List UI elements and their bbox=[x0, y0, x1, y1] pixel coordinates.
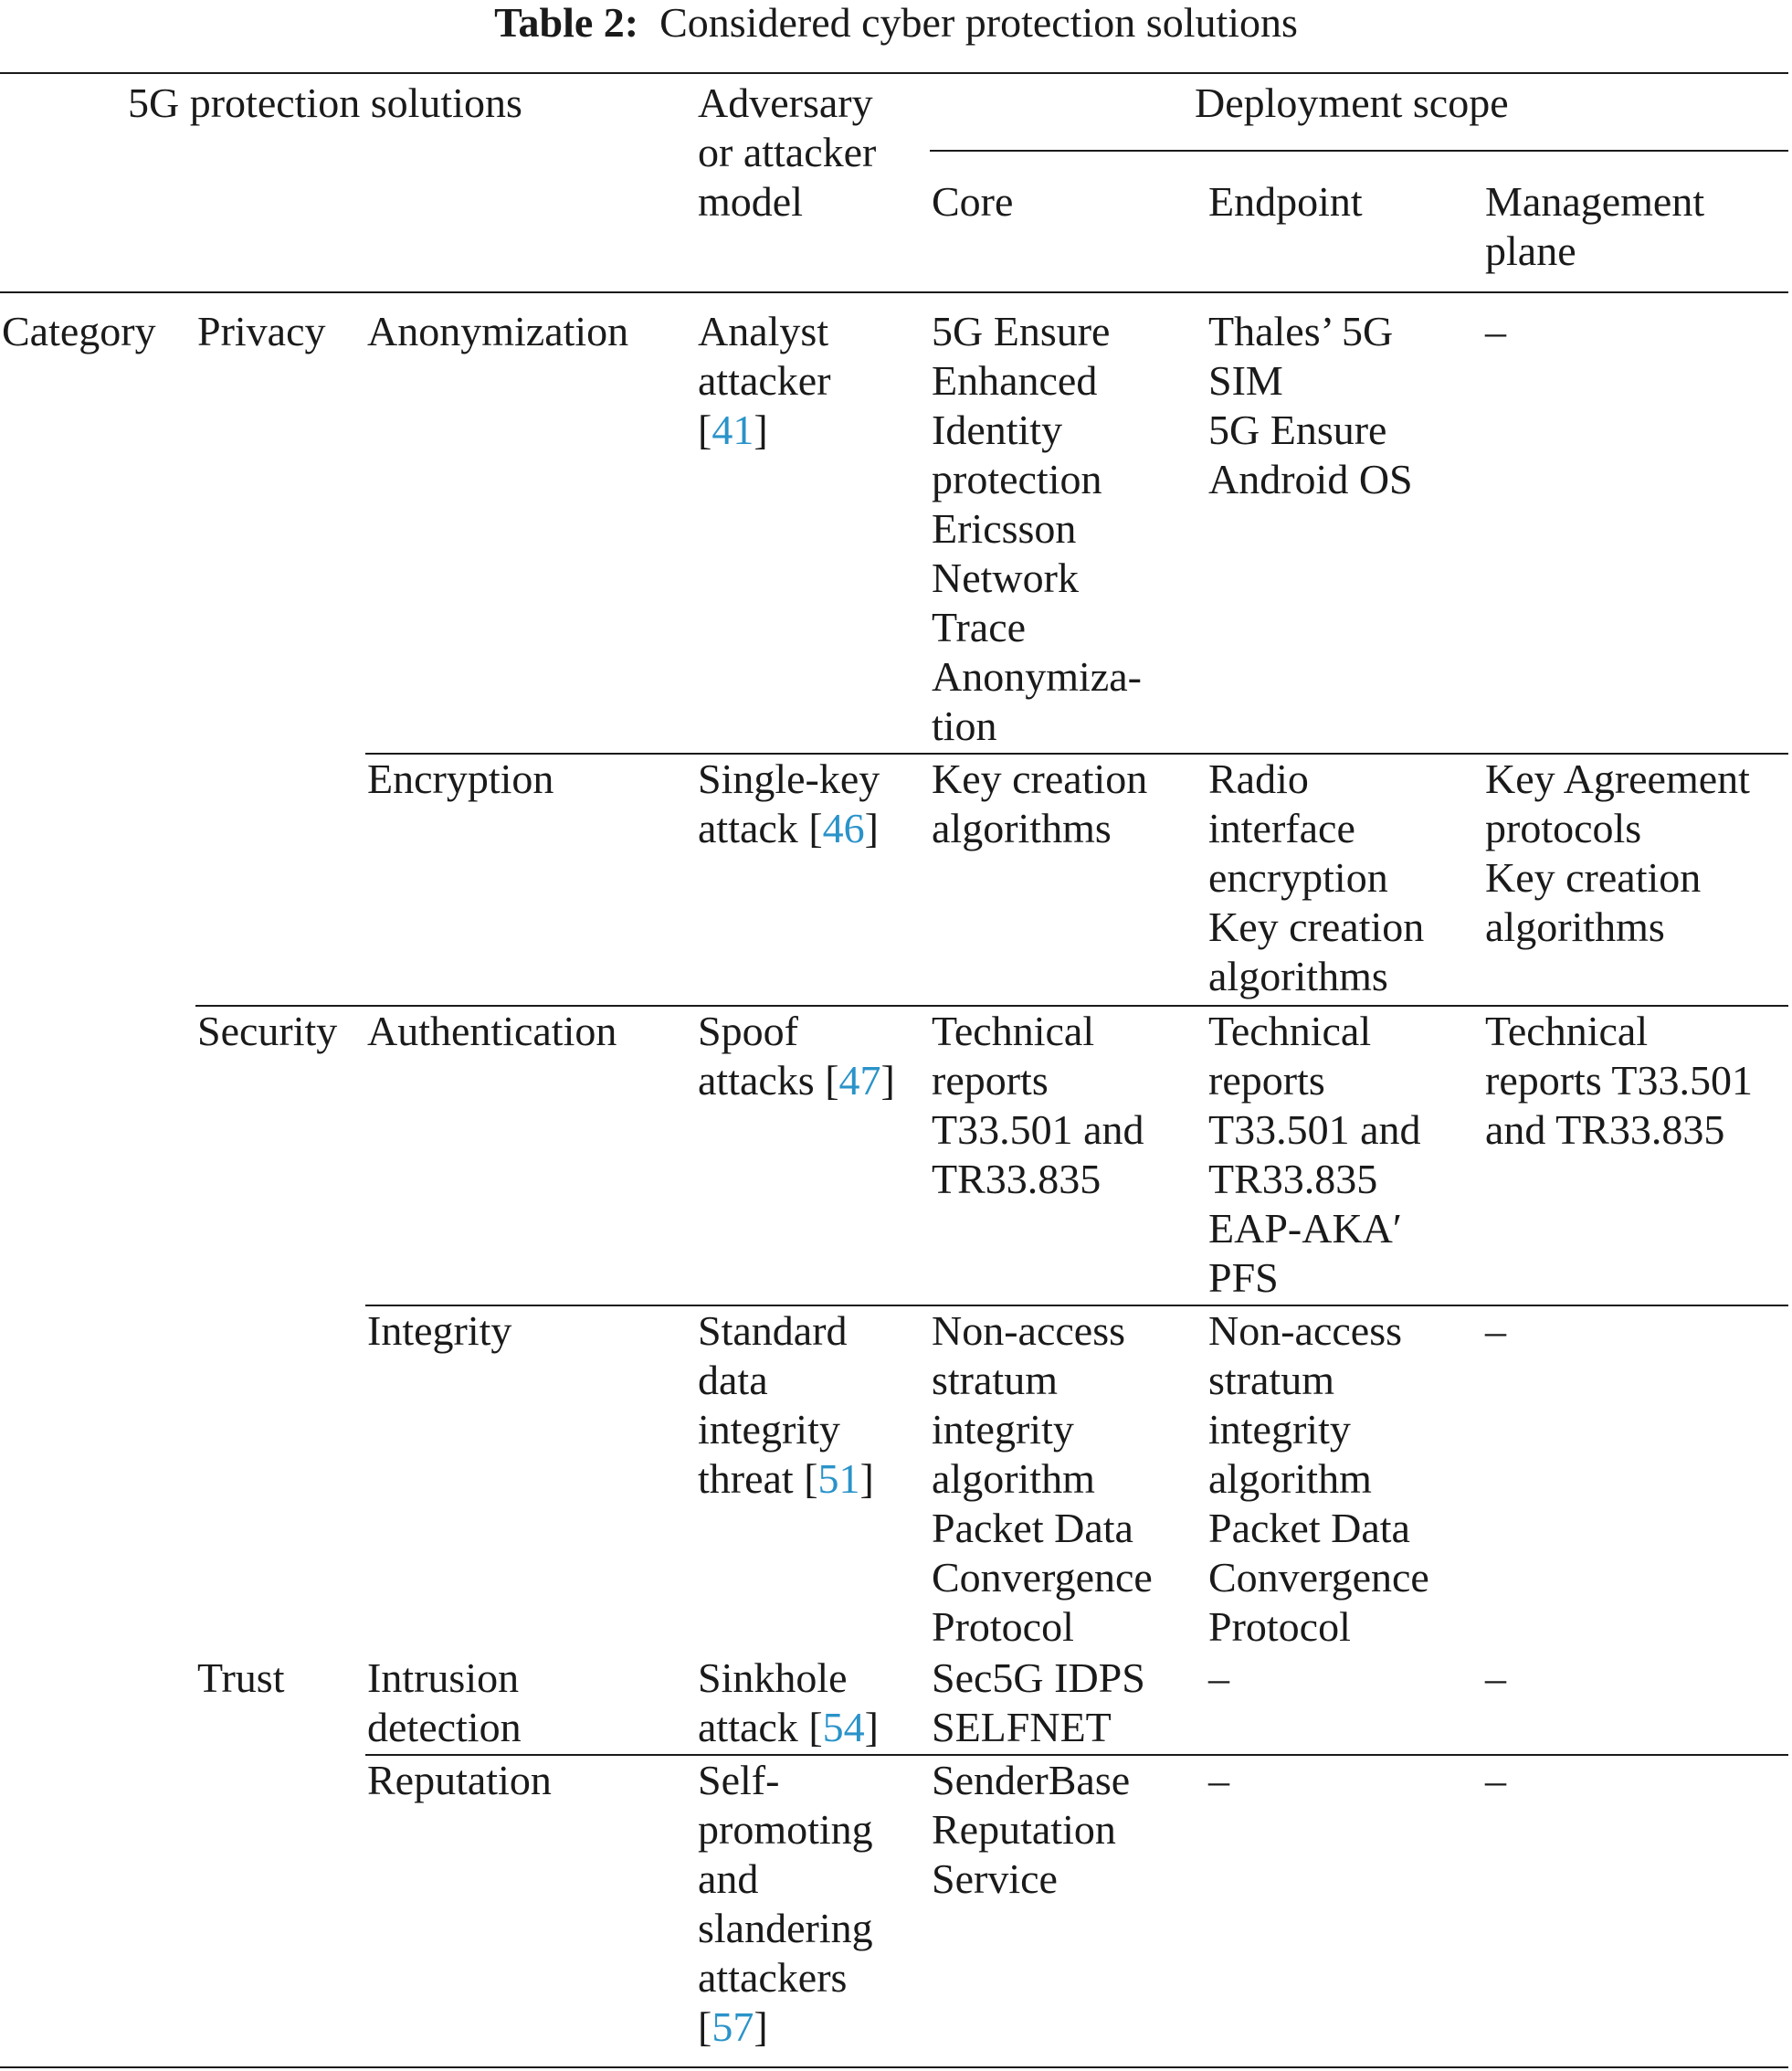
adversary-anonymization-line3: [41] bbox=[698, 407, 768, 453]
table-caption bbox=[0, 0, 1792, 46]
core-authentication-line2: reports bbox=[932, 1057, 1049, 1104]
core-integrity-line6: Convergence bbox=[932, 1554, 1153, 1601]
deployment-scope-rule bbox=[930, 150, 1788, 152]
header-core: Core bbox=[932, 178, 1014, 225]
endpoint-authentication-line4: TR33.835 bbox=[1208, 1156, 1378, 1202]
core-integrity-line3: integrity bbox=[932, 1406, 1074, 1453]
core-anonymization-line3: Identity bbox=[932, 407, 1063, 453]
adversary-integrity-line4: threat [51] bbox=[698, 1455, 874, 1502]
endpoint-anonymization-line1: Thales’ 5G bbox=[1208, 308, 1394, 354]
solution-intrusion-line2: detection bbox=[367, 1704, 522, 1750]
endpoint-encryption-line4: Key creation bbox=[1208, 903, 1425, 950]
core-anonymization-line2: Enhanced bbox=[932, 357, 1098, 404]
management-reputation: – bbox=[1485, 1757, 1506, 1803]
endpoint-integrity-line3: integrity bbox=[1208, 1406, 1351, 1453]
solution-authentication: Authentication bbox=[367, 1008, 617, 1054]
adversary-reputation-line4: slandering bbox=[698, 1905, 873, 1951]
header-solutions: 5G protection solutions bbox=[128, 79, 522, 126]
core-integrity-line5: Packet Data bbox=[932, 1505, 1133, 1551]
endpoint-integrity-line5: Packet Data bbox=[1208, 1505, 1410, 1551]
citation-link[interactable]: 54 bbox=[822, 1704, 865, 1750]
solution-encryption: Encryption bbox=[367, 755, 554, 802]
citation-link[interactable]: 57 bbox=[712, 2003, 754, 2050]
endpoint-encryption-line1: Radio bbox=[1208, 755, 1309, 802]
core-authentication-line1: Technical bbox=[932, 1008, 1095, 1054]
citation-link[interactable]: 47 bbox=[838, 1057, 881, 1104]
endpoint-encryption-line3: encryption bbox=[1208, 854, 1388, 901]
solution-intrusion-line1: Intrusion bbox=[367, 1654, 520, 1701]
core-anonymization-line6: Network bbox=[932, 555, 1079, 601]
endpoint-encryption-line2: interface bbox=[1208, 805, 1355, 851]
adversary-integrity-line1: Standard bbox=[698, 1307, 848, 1354]
adversary-anonymization-line1: Analyst bbox=[698, 308, 829, 354]
table-caption-text: Considered cyber protection solutions bbox=[659, 0, 1298, 46]
endpoint-encryption-line5: algorithms bbox=[1208, 953, 1388, 999]
core-reputation-line1: SenderBase bbox=[932, 1757, 1131, 1803]
endpoint-reputation: – bbox=[1208, 1757, 1229, 1803]
management-encryption-line1: Key Agreement bbox=[1485, 755, 1750, 802]
management-encryption-line4: algorithms bbox=[1485, 903, 1665, 950]
adversary-authentication-line1: Spoof bbox=[698, 1008, 798, 1054]
management-authentication-line3: and TR33.835 bbox=[1485, 1106, 1725, 1153]
core-encryption-line2: algorithms bbox=[932, 805, 1112, 851]
adversary-integrity-line3: integrity bbox=[698, 1406, 840, 1453]
header-adversary-line1: Adversary bbox=[698, 79, 873, 126]
core-intrusion-line2: SELFNET bbox=[932, 1704, 1112, 1750]
endpoint-anonymization-line2: SIM bbox=[1208, 357, 1283, 404]
endpoint-authentication-line2: reports bbox=[1208, 1057, 1325, 1104]
adversary-intrusion-line1: Sinkhole bbox=[698, 1654, 848, 1701]
adversary-reputation-line3: and bbox=[698, 1855, 759, 1902]
endpoint-integrity-line2: stratum bbox=[1208, 1357, 1334, 1403]
adversary-reputation-line1: Self- bbox=[698, 1757, 780, 1803]
group-trust: Trust bbox=[197, 1654, 285, 1701]
endpoint-integrity-line4: algorithm bbox=[1208, 1455, 1372, 1502]
core-anonymization-line1: 5G Ensure bbox=[932, 308, 1111, 354]
endpoint-authentication-line1: Technical bbox=[1208, 1008, 1372, 1054]
endpoint-authentication-line5: EAP-AKA′ bbox=[1208, 1205, 1402, 1252]
core-intrusion-line1: Sec5G IDPS bbox=[932, 1654, 1145, 1701]
adversary-intrusion-line2: attack [54] bbox=[698, 1704, 879, 1750]
table-caption-label: Table 2: bbox=[494, 0, 639, 46]
header-management-line1: Management bbox=[1485, 178, 1705, 225]
core-anonymization-line7: Trace bbox=[932, 604, 1027, 650]
endpoint-authentication-line3: T33.501 and bbox=[1208, 1106, 1421, 1153]
category-label: Category bbox=[2, 308, 156, 354]
endpoint-integrity-line6: Convergence bbox=[1208, 1554, 1429, 1601]
top-rule bbox=[0, 72, 1788, 74]
group-security: Security bbox=[197, 1008, 338, 1054]
endpoint-integrity-line7: Protocol bbox=[1208, 1603, 1351, 1650]
management-anonymization: – bbox=[1485, 308, 1506, 354]
core-authentication-line4: TR33.835 bbox=[932, 1156, 1102, 1202]
core-integrity-line1: Non-access bbox=[932, 1307, 1126, 1354]
adversary-authentication-line2: attacks [47] bbox=[698, 1057, 895, 1104]
citation-link[interactable]: 41 bbox=[712, 407, 754, 453]
citation-link[interactable]: 46 bbox=[822, 805, 865, 851]
header-bottom-rule bbox=[0, 291, 1788, 293]
adversary-encryption-line1: Single-key bbox=[698, 755, 880, 802]
endpoint-authentication-line6: PFS bbox=[1208, 1254, 1279, 1301]
adversary-reputation-line5: attackers bbox=[698, 1954, 848, 2001]
group-privacy: Privacy bbox=[197, 308, 326, 354]
adversary-integrity-line2: data bbox=[698, 1357, 768, 1403]
core-reputation-line3: Service bbox=[932, 1855, 1058, 1902]
core-anonymization-line9: tion bbox=[932, 703, 997, 749]
header-deployment-scope: Deployment scope bbox=[1195, 79, 1509, 126]
core-encryption-line1: Key creation bbox=[932, 755, 1148, 802]
bottom-rule bbox=[0, 2066, 1788, 2068]
solution-reputation: Reputation bbox=[367, 1757, 552, 1803]
endpoint-intrusion: – bbox=[1208, 1654, 1229, 1701]
core-anonymization-line8: Anonymiza- bbox=[932, 653, 1142, 700]
core-reputation-line2: Reputation bbox=[932, 1806, 1116, 1853]
management-authentication-line2: reports T33.501 bbox=[1485, 1057, 1754, 1104]
header-adversary-line2: or attacker bbox=[698, 129, 877, 175]
core-authentication-line3: T33.501 and bbox=[932, 1106, 1144, 1153]
header-adversary-line3: model bbox=[698, 178, 803, 225]
endpoint-anonymization-line3: 5G Ensure bbox=[1208, 407, 1387, 453]
endpoint-anonymization-line4: Android OS bbox=[1208, 456, 1413, 502]
header-endpoint: Endpoint bbox=[1208, 178, 1363, 225]
header-management-line2: plane bbox=[1485, 227, 1576, 274]
core-anonymization-line4: protection bbox=[932, 456, 1102, 502]
adversary-anonymization-line2: attacker bbox=[698, 357, 831, 404]
endpoint-integrity-line1: Non-access bbox=[1208, 1307, 1403, 1354]
core-integrity-line4: algorithm bbox=[932, 1455, 1095, 1502]
solution-anonymization: Anonymization bbox=[367, 308, 629, 354]
solution-integrity: Integrity bbox=[367, 1307, 512, 1354]
adversary-reputation-line6: [57] bbox=[698, 2003, 768, 2050]
management-intrusion: – bbox=[1485, 1654, 1506, 1701]
management-integrity: – bbox=[1485, 1307, 1506, 1354]
citation-link[interactable]: 51 bbox=[817, 1455, 860, 1502]
adversary-reputation-line2: promoting bbox=[698, 1806, 873, 1853]
management-encryption-line3: Key creation bbox=[1485, 854, 1702, 901]
management-encryption-line2: protocols bbox=[1485, 805, 1642, 851]
management-authentication-line1: Technical bbox=[1485, 1008, 1649, 1054]
core-integrity-line7: Protocol bbox=[932, 1603, 1074, 1650]
adversary-encryption-line2: attack [46] bbox=[698, 805, 879, 851]
core-integrity-line2: stratum bbox=[932, 1357, 1058, 1403]
core-anonymization-line5: Ericsson bbox=[932, 505, 1077, 552]
